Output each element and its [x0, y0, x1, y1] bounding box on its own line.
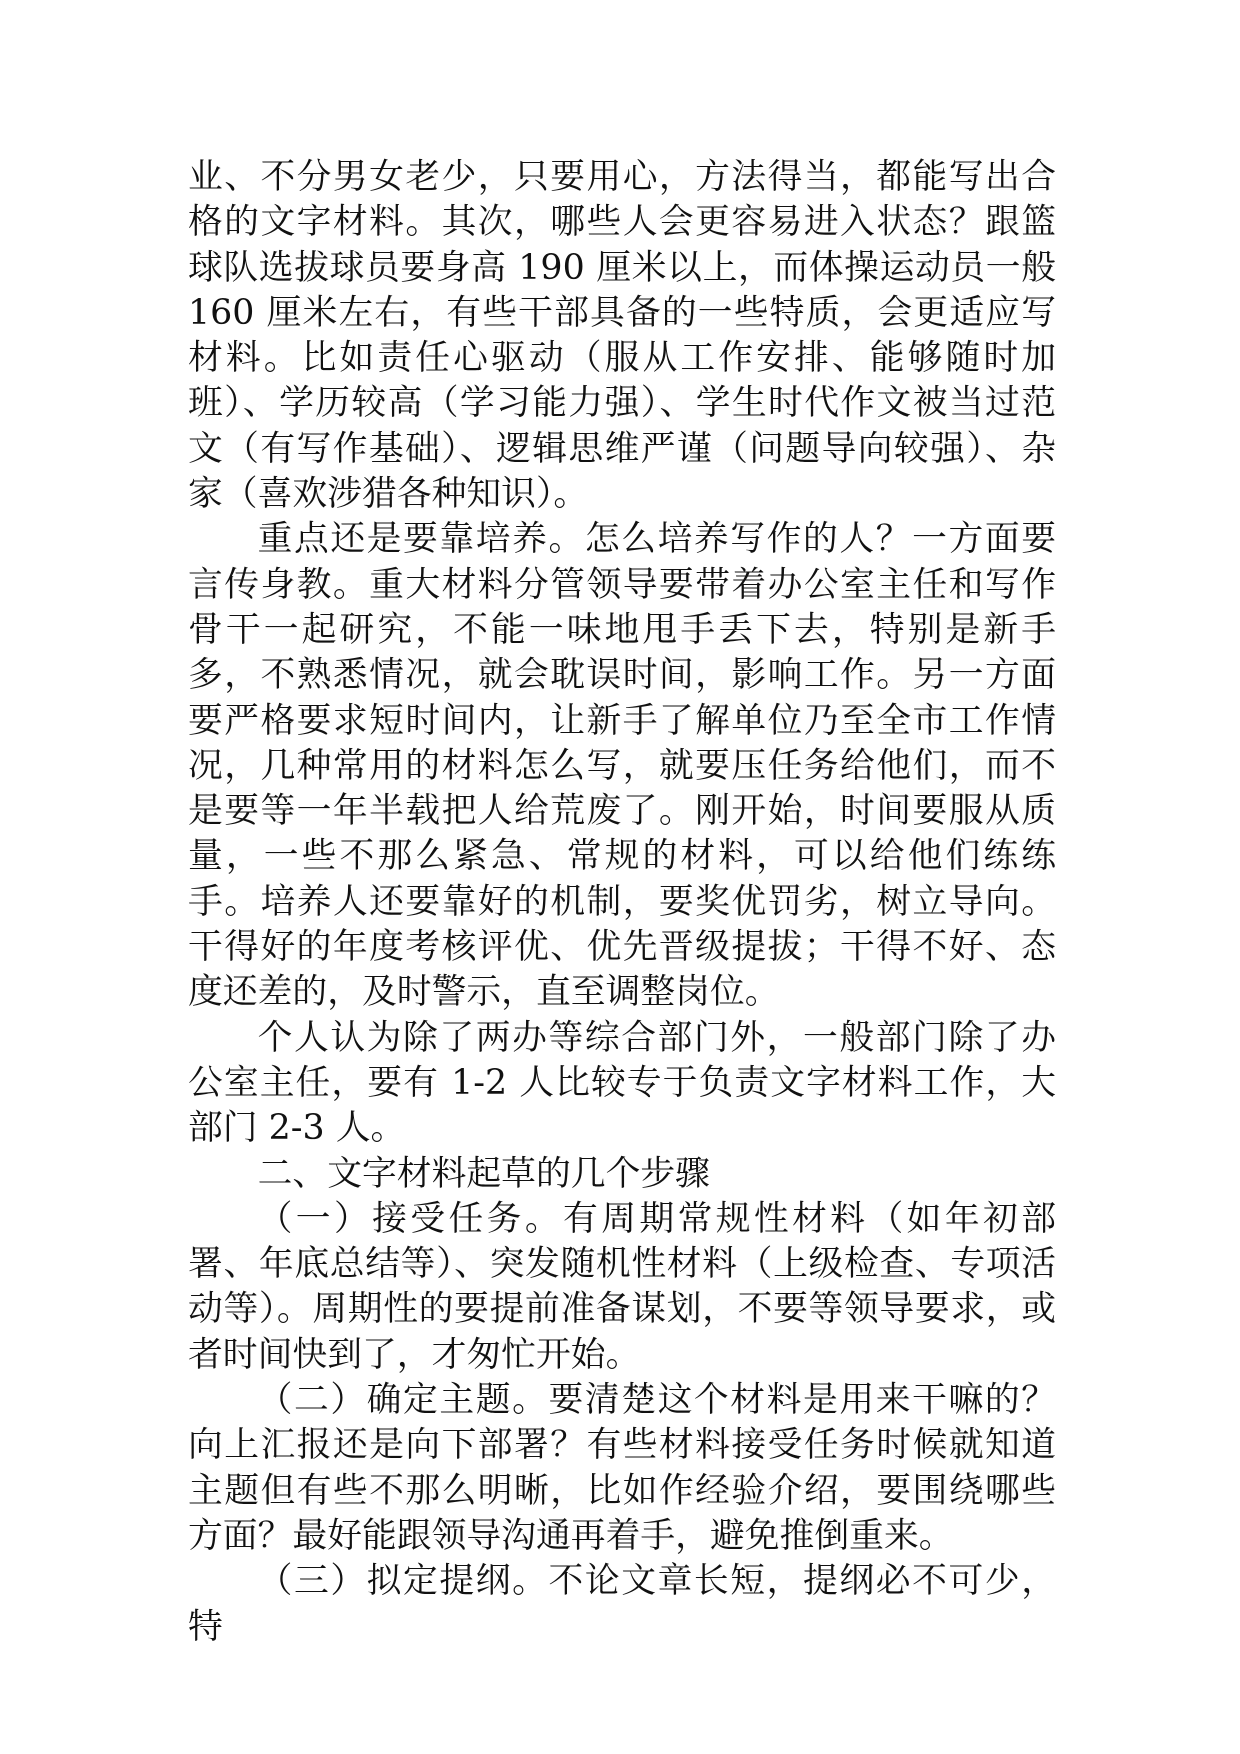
paragraph-staffing: 个人认为除了两办等综合部门外，一般部门除了办公室主任，要有 1-2 人比较专于负责文字材料工作，大部门 2-3 人。: [188, 1017, 1056, 1149]
document-body: [188, 155, 1068, 1650]
paragraph-step-2: （二）确定主题。要清楚这个材料是用来干嘛的？向上汇报还是向下部署？有些材料接受任务时候就知道主题但有些不那么明晰，比如作经验介绍，要围绕哪些方面？最好能跟领导沟通再着手，避免推倒重来。: [188, 1380, 1056, 1556]
paragraph-training: 重点还是要靠培养。怎么培养写作的人？一方面要言传身教。重大材料分管领导要带着办公室主任和写作骨干一起研究，不能一味地甩手丢下去，特别是新手多，不熟悉情况，就会耽误时间，影响工作。另一方面要严格要求短时间内，让新手了解单位乃至全市工作情况，几种常用的材料怎么写，就要压任务给他们，而不是要等一年半载把人给荒废了。刚开始，时间要服从质量，一些不那么紧急、常规的材料，可以给他们练练手。培养人还要靠好的机制，要奖优罚劣，树立导向。干得好的年度考核评优、优先晋级提拔；干得不好、态度还差的，及时警示，直至调整岗位。: [188, 519, 1056, 1013]
paragraph-continued: 业、不分男女老少，只要用心，方法得当，都能写出合格的文字材料。其次，哪些人会更容易进入状态？跟篮球队选拔球员要身高 190 厘米以上，而体操运动员一般 160 厘米左右，有些干部具备的一些特质，会更适应写材料。比如责任心驱动（服从工作安排、能够随时加班）、学历较高（学习能力强）、学生时代作文被当过范文（有写作基础）、逻辑思维严谨（问题导向较强）、杂家（喜欢涉猎各种知识）。: [188, 157, 1068, 515]
section-heading: 二、文字材料起草的几个步骤: [257, 1153, 710, 1194]
paragraph-step-3: （三）拟定提纲。不论文章长短，提纲必不可少，特: [188, 1561, 1056, 1647]
paragraph-step-1: （一）接受任务。有周期常规性材料（如年初部署、年底总结等）、突发随机性材料（上级检查、专项活动等）。周期性的要提前准备谋划，不要等领导要求，或者时间快到了，才匆忙开始。: [188, 1198, 1056, 1375]
